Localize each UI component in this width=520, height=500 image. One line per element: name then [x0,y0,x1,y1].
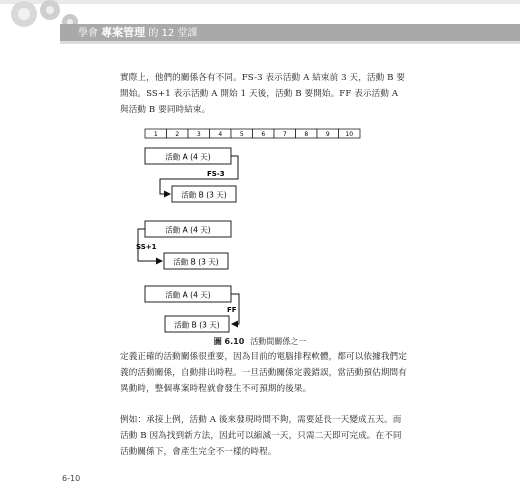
example-paragraph: 例如：承接上例，活動 A 後來發現時間不夠，需要延長一天變成五天。而活動 B 因為找到新方法，因此可以縮減一天，只需二天即可完成。在不同活動關係下，會產生完全不一樣的時程。 [120,415,402,457]
fs-relation-label: FS-3 [207,170,225,178]
ss-relation-label: SS+1 [136,243,157,251]
timeline-day-label: 1 [153,131,158,138]
timeline-day-label: 6 [261,131,266,138]
book-title-prefix: 學會 [78,28,98,39]
timeline-day-label: 10 [345,131,354,138]
book-title [78,24,197,41]
header-shadow [60,41,520,44]
timeline-day-label: 3 [196,131,201,138]
book-title-suffix: 的 12 堂課 [148,28,198,39]
timeline-day-label: 4 [218,131,223,138]
ff-activity-b-label: 活動 B (3 天) [174,320,220,330]
timeline-day-label: 8 [304,131,309,138]
definition-paragraph: 定義正確的活動關係很重要，因為目前的電腦排程軟體，都可以依據我們定義的活動關係，自動排出時程。一旦活動關係定義錯誤，當活動預估期間有異動時，整個專案時程就會發生不可預期的後果。 [120,352,407,394]
relationship-diagram [136,126,380,331]
fs-activity-a-label: 活動 A (4 天) [165,152,211,162]
page-number: 6-10 [62,474,81,483]
timeline-day-label: 2 [175,131,180,138]
ss-activity-a-label: 活動 A (4 天) [165,225,211,235]
figure-caption [104,336,416,347]
intro-paragraph: 實際上，他們的關係各有不同。FS-3 表示活動 A 結束前 3 天，活動 B 要開始。SS+1 表示活動 A 開始 1 天後，活動 B 要開始。FF 表示活動 A 與活動 B 要同時結束。 [120,73,406,115]
ff-activity-a-label: 活動 A (4 天) [165,290,211,300]
timeline-day-label: 7 [282,131,287,138]
timeline-scale [145,129,360,138]
ss-activity-b-label: 活動 B (3 天) [173,257,219,267]
figure-caption-number: 圖 6.10 [213,337,245,346]
fs-activity-b-label: 活動 B (3 天) [181,190,227,200]
figure-caption-text: 活動間關係之一 [250,337,307,346]
timeline-day-label: 5 [239,131,244,138]
timeline-day-label: 9 [325,131,330,138]
ff-relation-label: FF [227,306,237,314]
book-title-main: 專案管理 [101,26,146,39]
activity-relationship-figure [136,126,370,336]
page-header [0,0,520,44]
